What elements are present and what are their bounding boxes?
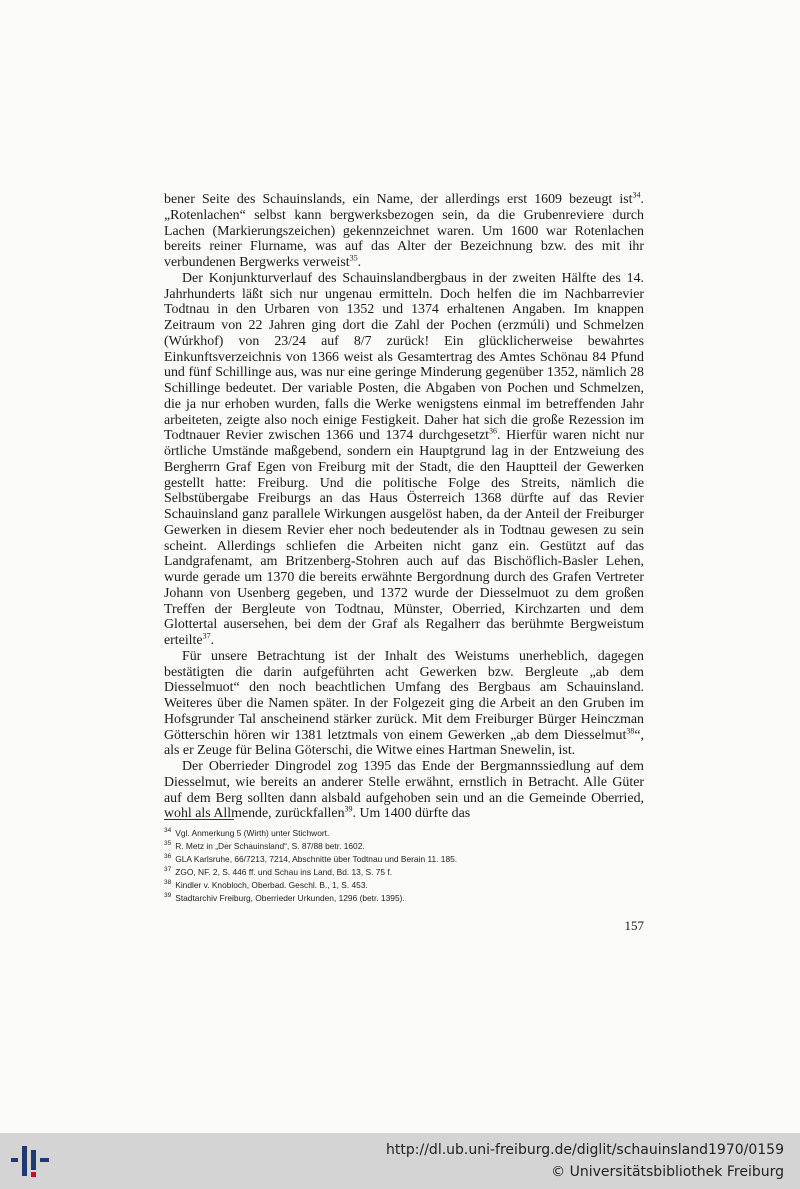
footnote-number: 34 [164,827,172,835]
paragraph-text: . Hierfür waren nicht nur örtliche Umstände maßgebend, sondern ein Hauptgrund lag in der Entzweiung des Bergherrn Graf Egen von Freiburg mit der Stadt, die den Hauptteil der Gewerken gestellt hatte: Freiburg. Und die politische Folge des Streits, nämlich die Selbstübergabe Freiburgs an das Haus Österreich 1368 dürfte auf das Revier Schauinsland ganz parallele Wirkungen ausgelöst haben, da der Anteil der Freiburger Gewerken in diesem Revier eher noch bedeutender als in Todtnau gewesen zu sein scheint. Allerdings schliefen die Arbeiten nicht ganz ein. Gestützt auf das Landgrafenamt, am Britzenberg-Stohren auch auf das Bischöflich-Basler Lehen, wurde gerade um 1370 die bereits erwähnte Bergordnung durch des Grafen Vertreter Johann von Usenberg gegeben, und 1372 wurde der Diesselmuot zu dem großen Treffen der Bergleute von Todtnau, Münster, Oberried, Kirchzarten und dem Glottertal ausersehen, bei dem der Graf als Regalherr das berühmte Bergweistum erteilte [164,428,644,648]
paragraph-text: Der Konjunkturverlauf des Schauinslandbergbaus in der zweiten Hälfte des 14. Jahrhunderts läßt sich nur ungenau ermitteln. Doch helfen die im Nachbarrevier Todtnau in den Urbaren von 1352 und 1374 erhaltenen Angaben. Im knappen Zeitraum von 22 Jahren ging dort die Zahl der Pochen (erzmúli) und Schmelzen (Wúrkhof) von 23/24 auf 8/7 zurück! Ein glücklicherweise bewahrtes Einkunftsverzeichnis von 1366 weist als Gesamtertrag des Amtes Schönau 84 Pfund und fünf Schillinge aus, was nur eine geringe Minderung gegenüber 1352, nämlich 28 Schillinge bedeutet. Der variable Posten, die Abgaben von Pochen und Schmelzen, die ja nur erhoben wurden, falls die Werke wenigstens einmal im betreffenden Jahr arbeiteten, zeigte also noch einige Festigkeit. Daher hat sich die große Rezession im Todtnauer Revier zwischen 1366 und 1374 durchgesetzt [164,270,644,444]
body-text [164,192,644,822]
footnote [164,840,644,853]
footnote [164,866,644,879]
footnote-marker: 38 [626,725,635,735]
footnote [164,879,644,892]
footnote-marker: 39 [344,804,353,814]
footer-url-link[interactable]: http://dl.ub.uni-freiburg.de/diglit/schauinsland1970/0159 [386,1142,784,1158]
page-number: 157 [624,918,644,933]
footnote-number: 39 [164,892,172,900]
paragraph-text: Für unsere Betrachtung ist der Inhalt des Weistums unerheblich, dagegen bestätigten die darin aufgeführten acht Gewerken bzw. Bergleute „ab dem Diesselmuot“ den noch beachtlichen Umfang des Bergbaus am Schauinsland. Weiteres über die Namen später. In der Folgezeit ging die Arbeit an den Gruben im Hofsgrunder Tal anscheinend stärker zurück. Mit dem Freiburger Bürger Heinczman Götterschin hören wir 1381 letztmals von einem Gewerken „ab dem Diesselmut [164,648,644,743]
body-paragraph [164,271,644,649]
footnote [164,853,644,866]
footnote-marker: 37 [202,631,211,641]
footnote-marker: 34 [632,190,641,200]
footnote-text: GLA Karlsruhe, 66/7213, 7214, Abschnitte über Todtnau und Berain 11. 185. [175,854,458,864]
footnote-number: 38 [164,879,172,887]
body-paragraph [164,192,644,271]
footnote-number: 37 [164,866,172,874]
footnote-marker: 36 [489,426,498,436]
footer-copyright: © Universitätsbibliothek Freiburg [551,1164,784,1180]
footnotes [164,827,644,905]
footnote [164,892,644,905]
viewer-footer [0,1133,800,1189]
body-paragraph [164,649,644,759]
paragraph-text: . „Rotenlachen“ selbst kann bergwerksbezogen sein, da die Grubenreviere durch Lachen (Markierungszeichen) gekennzeichnet waren. Um 1600 war Rotenlachen bereits reiner Flurname, was auf das Alter der Bezeichnung bzw. des mit ihr verbundenen Bergwerks verweist [164,192,644,270]
paragraph-text: . [357,255,362,270]
paragraph-text: “, als er Zeuge für Belina Göterschi, die Witwe eines Hartman Snewelin, ist. [164,727,644,759]
footnote [164,827,644,840]
footnote-text: Kindler v. Knobloch, Oberbad. Geschl. B., 1, S. 453. [175,880,368,890]
footnote-text: Vgl. Anmerkung 5 (Wirth) unter Stichwort. [175,828,330,838]
footnote-rule [164,819,234,820]
footnote-number: 36 [164,853,172,861]
footnote-number: 35 [164,840,172,848]
paragraph-text: . [210,633,215,648]
paragraph-text: Der Oberrieder Dingrodel zog 1395 das Ende der Bergmannssiedlung auf dem Diesselmut, wie bereits an anderer Stelle erwähnt, ernstlich in Betracht. Alle Güter auf dem Berg sollten dann alsbald aufgehoben sein und an die Gemeinde Oberried, wohl als Allmende, zurückfallen [164,759,644,822]
footnote-text: Stadtarchiv Freiburg, Oberrieder Urkunden, 1296 (betr. 1395). [175,893,405,903]
ub-freiburg-logo-icon[interactable] [8,1141,52,1181]
paragraph-text: . Um 1400 dürfte das [352,806,471,822]
footnote-text: ZGO, NF. 2, S. 446 ff. und Schau ins Land, Bd. 13, S. 75 f. [175,867,393,877]
footnote-marker: 35 [349,253,358,263]
footnote-text: R. Metz in „Der Schauinsland“, S. 87/88 betr. 1602. [175,841,365,851]
paragraph-text: bener Seite des Schauinslands, ein Name, der allerdings erst 1609 bezeugt ist [164,192,633,207]
body-paragraph [164,759,644,822]
